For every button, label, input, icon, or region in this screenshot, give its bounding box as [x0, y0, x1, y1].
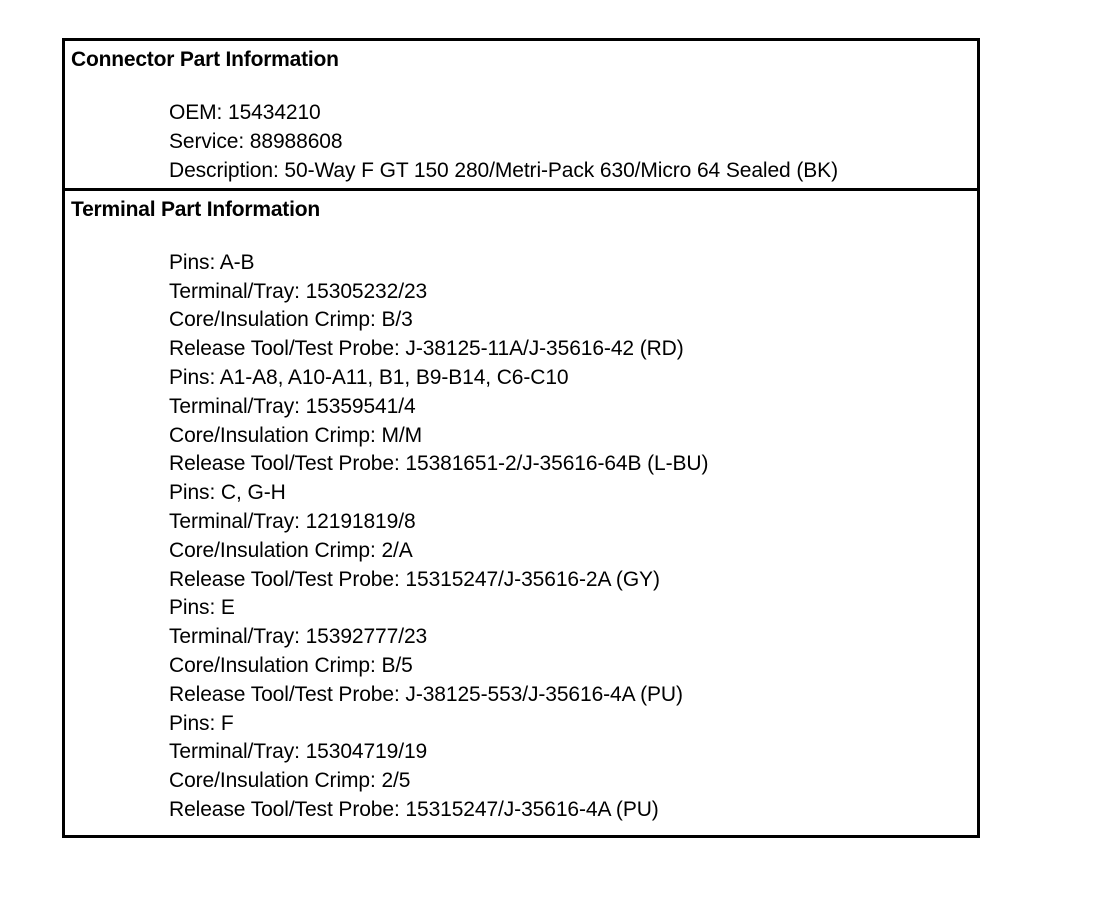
terminal-section-body	[65, 223, 977, 835]
connector-spacer	[169, 73, 977, 99]
terminal-line: Core/Insulation Crimp: 2/A	[169, 538, 413, 562]
connector-service-line: Service: 88988608	[169, 130, 343, 154]
terminal-line: Release Tool/Test Probe: J-38125-553/J-35616-4A (PU)	[169, 682, 683, 706]
connector-section-title: Connector Part Information	[71, 48, 339, 71]
terminal-section-title: Terminal Part Information	[71, 197, 320, 221]
connector-section-body	[65, 73, 977, 187]
terminal-line: Release Tool/Test Probe: J-38125-11A/J-35616-42 (RD)	[169, 337, 684, 361]
terminal-line: Terminal/Tray: 15359541/4	[169, 394, 416, 418]
terminal-line: Core/Insulation Crimp: B/5	[169, 654, 413, 678]
terminal-line: Release Tool/Test Probe: 15381651-2/J-35616-64B (L-BU)	[169, 452, 709, 476]
terminal-line: Terminal/Tray: 15392777/23	[169, 625, 428, 649]
terminal-line: Terminal/Tray: 15305232/23	[169, 279, 428, 303]
terminal-line: Pins: F	[169, 711, 234, 735]
terminal-part-information-panel	[62, 191, 980, 838]
terminal-line: Release Tool/Test Probe: 15315247/J-35616-2A (GY)	[169, 567, 660, 591]
terminal-line: Pins: E	[169, 596, 235, 620]
terminal-spacer	[169, 223, 977, 249]
terminal-line: Terminal/Tray: 12191819/8	[169, 510, 416, 534]
terminal-line: Release Tool/Test Probe: 15315247/J-35616-4A (PU)	[169, 798, 659, 822]
parts-document	[62, 38, 980, 838]
terminal-line: Terminal/Tray: 15304719/19	[169, 740, 428, 764]
terminal-line: Core/Insulation Crimp: B/3	[169, 308, 413, 332]
terminal-line: Pins: A-B	[169, 250, 255, 274]
terminal-line: Core/Insulation Crimp: M/M	[169, 423, 422, 447]
connector-oem-line: OEM: 15434210	[169, 101, 321, 125]
connector-part-information-panel	[62, 38, 980, 191]
terminal-line: Pins: A1-A8, A10-A11, B1, B9-B14, C6-C10	[169, 366, 569, 390]
connector-description-line: Description: 50-Way F GT 150 280/Metri-Pack 630/Micro 64 Sealed (BK)	[169, 158, 838, 182]
terminal-line: Pins: C, G-H	[169, 481, 286, 505]
terminal-line: Core/Insulation Crimp: 2/5	[169, 769, 411, 793]
